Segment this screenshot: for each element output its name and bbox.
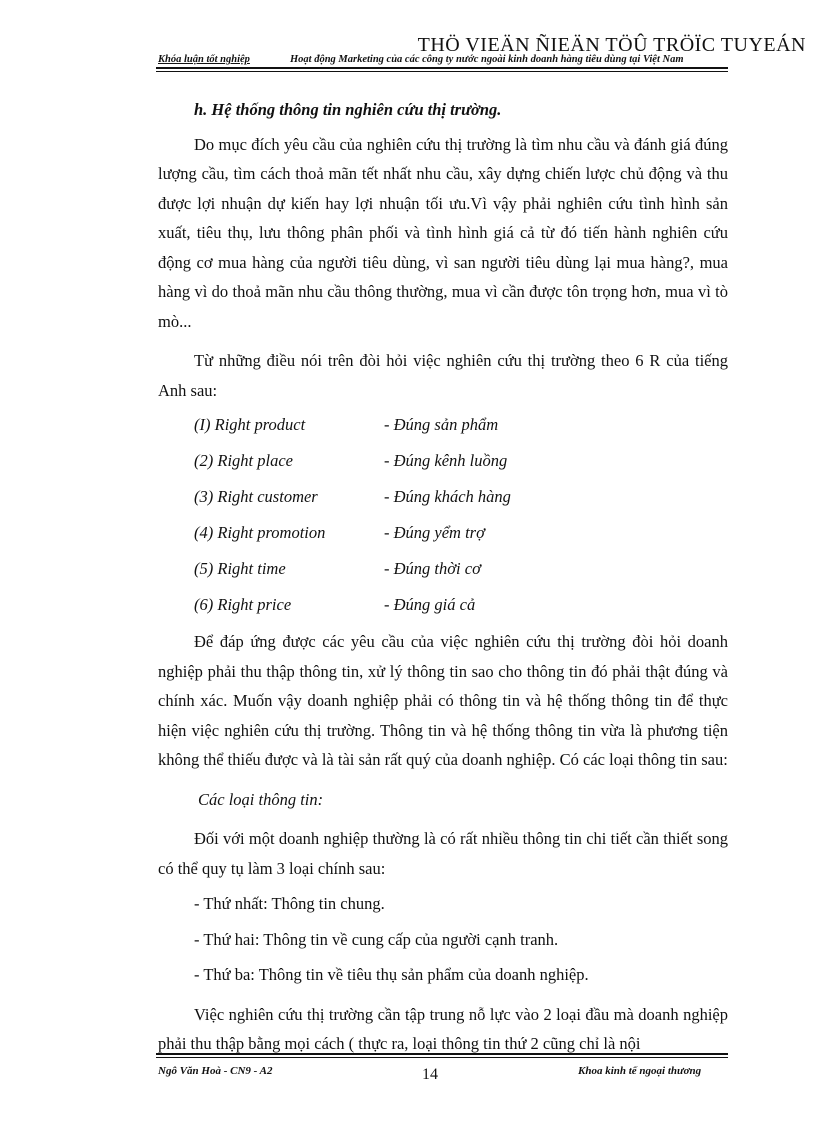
watermark-text: THÖ VIEÄN ÑIEÄN TÖÛ TRÖÏC TUYEÁN <box>417 34 806 56</box>
header-left: Khóa luận tốt nghiệp <box>158 54 250 65</box>
paragraph-1: Do mục đích yêu cầu của nghiên cứu thị trường là tìm nhu cầu và đánh giá đúng lượng cầu, tìm cách thoả mãn tết nhất nhu cầu, xây dựng chiến lược chủ động và thu được lợi nhuận dự kiến hay lợi nhuận tối ưu.Vì vậy phải nghiên cứu tình hình sản xuất, tiêu thụ, lưu thông phân phối và tình hình giá cả từ đó tiến hành nghiên cứu động cơ mua hàng của người tiêu dùng, vì san người tiêu dùng lại mua hàng?, mua hàng vì do thoả mãn nhu cầu thông thường, mua vì cần được tôn trọng hơn, mua vì tò mò... <box>158 134 728 331</box>
footer-department: Khoa kinh tế ngoại thương <box>578 1065 702 1077</box>
list-item <box>194 479 728 515</box>
list-item: - Thứ hai: Thông tin về cung cấp của người cạnh tranh. <box>194 929 559 949</box>
list-item-en: (5) Right time <box>194 559 286 579</box>
footer-rule <box>156 1053 728 1055</box>
subheading: Các loại thông tin: <box>198 789 324 809</box>
list-item-vi: - Đúng sản phẩm <box>384 415 499 435</box>
list-item-vi: - Đúng giá cả <box>384 595 476 615</box>
list-item-vi: - Đúng khách hàng <box>384 487 511 507</box>
header-rule <box>156 67 728 69</box>
list-item <box>194 515 728 551</box>
list-item <box>194 551 728 587</box>
list-item-vi: - Đúng kênh luồng <box>384 451 508 471</box>
list-item <box>194 443 728 479</box>
paragraph-4: Đối với một doanh nghiệp thường là có rất nhiều thông tin chi tiết cần thiết song có thể quy tụ làm 3 loại chính sau: <box>158 829 728 878</box>
list-item-en: (2) Right place <box>194 451 293 471</box>
list-item-en: (6) Right price <box>194 595 292 615</box>
list-item-en: (3) Right customer <box>194 487 318 507</box>
list-item-en: (4) Right promotion <box>194 523 326 543</box>
list-item: - Thứ ba: Thông tin về tiêu thụ sản phẩm của doanh nghiệp. <box>194 965 589 984</box>
section-heading: h. Hệ thống thông tin nghiên cứu thị trường. <box>194 100 502 119</box>
header-rule-thin <box>156 71 728 72</box>
footer-rule-thin <box>156 1057 728 1058</box>
paragraph-2: Từ những điều nói trên đòi hỏi việc nghiên cứu thị trường theo 6 R của tiếng Anh sau: <box>158 351 728 400</box>
list-item: - Thứ nhất: Thông tin chung. <box>194 894 385 913</box>
header-right: Hoạt động Marketing của các công ty nước ngoài kinh doanh hàng tiêu dùng tại Việt Nam <box>290 54 684 65</box>
footer-author: Ngô Văn Hoà - CN9 - A2 <box>158 1065 273 1077</box>
list-item <box>194 587 728 623</box>
list-item-en: (I) Right product <box>194 415 306 435</box>
paragraph-5: Việc nghiên cứu thị trường cần tập trung nỗ lực vào 2 loại đầu mà doanh nghiệp phải thu thập bằng mọi cách ( thực ra, loại thông tin thứ 2 cũng chỉ là nội <box>158 1004 728 1053</box>
page-number: 14 <box>422 1066 438 1083</box>
list-item-vi: - Đúng yểm trợ <box>384 523 485 543</box>
list-item <box>194 407 728 443</box>
six-r-list <box>194 407 728 623</box>
page-body <box>158 95 728 1059</box>
paragraph-3: Để đáp ứng được các yêu cầu của việc nghiên cứu thị trường đòi hỏi doanh nghiệp phải thu thập thông tin, xử lý thông tin sao cho thông tin đó phải thật đúng và chính xác. Muốn vậy doanh nghiệp phải có thông tin và hệ thống thông tin để thực hiện việc nghiên cứu thị trường. Thông tin và hệ thống thông tin vừa là phương tiện không thể thiếu được và là tài sản rất quý của doanh nghiệp. Có các loại thông tin sau: <box>158 632 728 769</box>
list-item-vi: - Đúng thời cơ <box>384 559 481 579</box>
